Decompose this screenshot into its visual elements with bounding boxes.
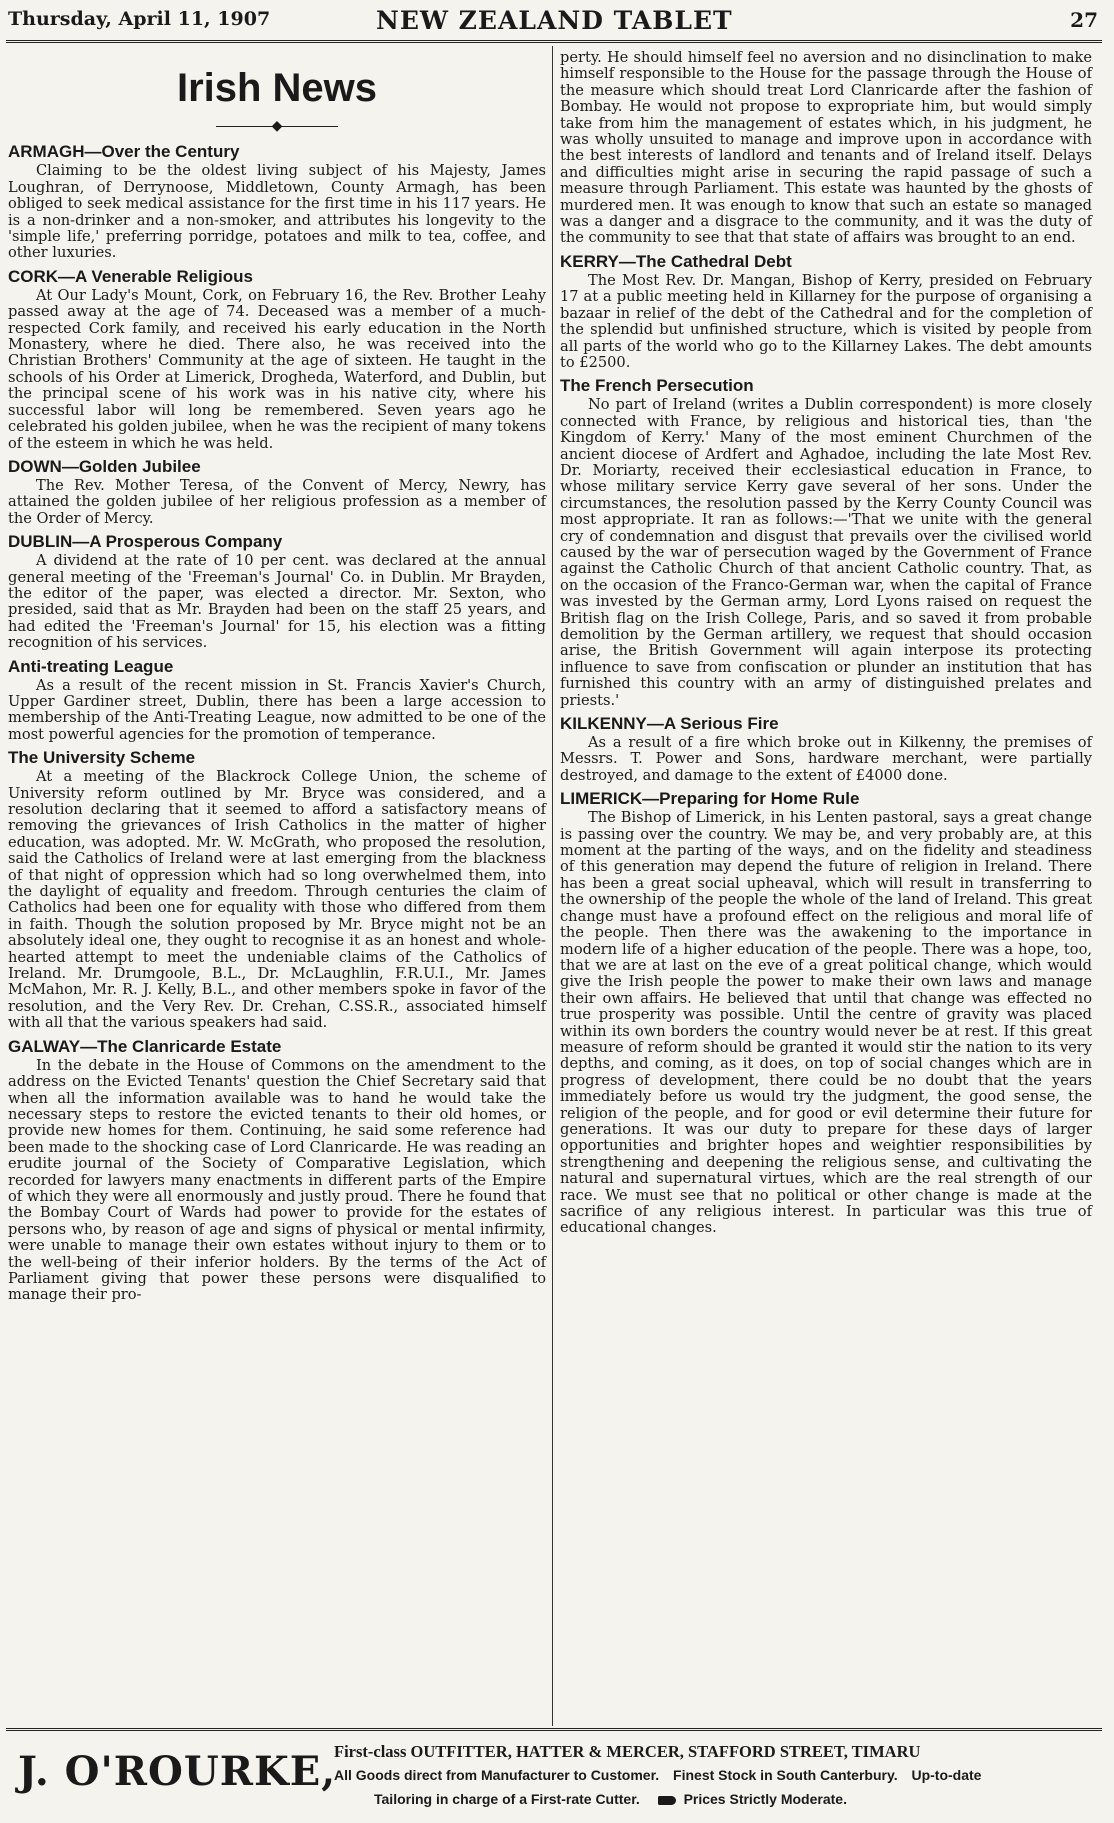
- article-paragraph: perty. He should himself feel no aversion and no disinclination to make himself responsible to the House for the passage through the House of the measure which should treat Lord Clanricarde after the fashion of Bombay. He would not propose to expropriate him, but would simply take from him the management of estates which, in his judgment, he was wholly unsuited to manage and improve upon in accordance with the best interests of landlord and tenants and of Ireland itself. Delays and difficulties might arise in securing the rapid passage of such a measure through Parliament. This estate was haunted by the ghosts of murdered men. It was enough to know that such an estate so managed was a danger and a disgrace to the community, and it was the duty of the community to see that that state of affairs was brought to an end.: [560, 49, 1092, 247]
- article: [560, 252, 1092, 371]
- advertisement: [6, 1734, 1102, 1818]
- article: [8, 457, 546, 527]
- left-articles: [8, 142, 546, 1303]
- right-articles: [560, 50, 1092, 1237]
- article-paragraph: The Rev. Mother Teresa, of the Convent of Mercy, Newry, has attained the golden jubilee of her religious profession as a member of the Order of Mercy.: [8, 476, 546, 527]
- page-header: [6, 4, 1106, 44]
- newspaper-title: NEW ZEALAND TABLET: [376, 6, 733, 35]
- article: [560, 50, 1092, 247]
- article-heading: ARMAGH—Over the Century: [8, 142, 240, 162]
- footer-rule: [6, 1728, 1102, 1731]
- article-paragraph: The Bishop of Limerick, in his Lenten pastoral, says a great change is passing over the country. We may be, and very probably are, at this moment at the parting of the ways, and on the fidelity and steadiness of this generation may depend the future of religion in Ireland. There has been a great social upheaval, which will result in transferring to the ownership of the people the whole of the land of Ireland. This great change must have a profound effect on the religious and moral life of the people. Then there was the awakening to the importance in modern life of a higher education of the people. There was a hope, too, that we are at last on the eve of a great political change, which would give the Irish people the power to make their own laws and manage their own affairs. He believed that until that change was effected no true prosperity was possible. Until the centre of gravity was placed within its own borders the country would never be at rest. If this great measure of reform should be granted it would stir the nation to its very depths, and coming, as it does, on top of social changes which are in progress of development, there could be no doubt that the years immediately before us would try the judgment, the good sense, the religion of the people, and for good or evil determine their future for generations. It was our duty to prepare for these days of larger opportunities and brighter hopes and weightier responsibilities by strengthening and deepening the religious sense, and cultivating the natural and supernatural virtues, which are the real strength of our race. We must see that no political or other change is made at the sacrifice of any religious interest. In particular was this true of educational changes.: [560, 809, 1092, 1237]
- article-heading: LIMERICK—Preparing for Home Rule: [560, 789, 860, 809]
- header-rule: [6, 40, 1102, 43]
- advertisement-line-2: [334, 1767, 991, 1783]
- article: [560, 714, 1092, 784]
- article-heading: KERRY—The Cathedral Debt: [560, 251, 792, 271]
- article: [8, 748, 546, 1032]
- ad-text: Tailoring in charge of a First-rate Cutter.: [374, 1791, 640, 1807]
- article-heading: Anti-treating League: [8, 656, 174, 676]
- ad-text: Prices Strictly Moderate.: [683, 1791, 847, 1807]
- article-heading: The French Persecution: [560, 376, 754, 396]
- article-heading: CORK—A Venerable Religious: [8, 266, 253, 286]
- article-paragraph: As a result of the recent mission in St. Francis Xavier's Church, Upper Gardiner street, Dublin, there has been a large accession to membership of the Anti-Treating League, now admitted to be one of the most powerful agencies for the promotion of temperance.: [8, 676, 546, 743]
- right-column: [560, 50, 1092, 1237]
- article: [560, 789, 1092, 1237]
- title-ornament: [8, 118, 546, 134]
- article-heading: GALWAY—The Clanricarde Estate: [8, 1036, 282, 1056]
- advertiser-name: J. O'ROURKE,: [18, 1748, 337, 1795]
- article: [8, 1037, 546, 1304]
- article: [8, 142, 546, 261]
- article-paragraph: No part of Ireland (writes a Dublin correspondent) is more closely connected with France, by religious and historical ties, than 'the Kingdom of Kerry.' Many of the most eminent Churchmen of the ancient diocese of Ardfert and Aghadoe, including the late Most Rev. Dr. Moriarty, received their ecclesiastical education in France, to whose military service Kerry gave several of her sons. Under the circumstances, the resolution passed by the Kerry County Council was most appropriate. It ran as follows:—'That we unite with the general cry of condemnation and disgust that prevails over the civilised world caused by the war of persecution waged by the Government of France against the Catholic Church of that ancient Catholic country. That, as on the occasion of the Franco-German war, when the capital of France was invested by the German army, Lord Lyons raised on request the British flag on the Irish College, Paris, and so saved it from probable demolition by the German artillery, we request that should occasion arise, the British Government will again interpose its protecting influence to save from confiscation or plunder an institution that has furnished this country with an army of distinguished prelates and priests.': [560, 396, 1092, 709]
- advertisement-headline: First-class OUTFITTER, HATTER & MERCER, STAFFORD STREET, TIMARU: [334, 1742, 921, 1761]
- article-paragraph: At Our Lady's Mount, Cork, on February 16, the Rev. Brother Leahy passed away at the age of 74. Deceased was a member of a much-respected Cork family, and received his early education in the North Monastery, where he died. There also, he was received into the Christian Brothers' Community at the age of sixteen. He taught in the schools of his Order at Limerick, Drogheda, Waterford, and Dublin, but the principal scene of his work was in his native city, where his successful labor will long be remembered. Seven years ago he celebrated his golden jubilee, when he was the recipient of many tokens of the esteem in which he was held.: [8, 286, 546, 452]
- ad-text: Up-to-date: [911, 1767, 982, 1783]
- column-divider: [552, 46, 553, 1726]
- page-number: 27: [1070, 8, 1098, 32]
- article: [8, 532, 546, 651]
- section-title: Irish News: [176, 66, 378, 110]
- article: [8, 657, 546, 744]
- article-paragraph: A dividend at the rate of 10 per cent. was declared at the annual general meeting of the 'Freeman's Journal' Co. in Dublin. Mr Brayden, the editor of the paper, was elected a director. Mr. Sexton, who presided, said that as Mr. Brayden had been on the staff 25 years, and had edited the 'Freeman's Journal' for 15, his election was a fitting recognition of his services.: [8, 552, 546, 652]
- article-paragraph: In the debate in the House of Commons on the amendment to the address on the Evicted Tenants' question the Chief Secretary said that when all the information available was to hand he would take the necessary steps to restore the evicted tenants to their old homes, or provide new homes for them. Continuing, he said some reference had been made to the shocking case of Lord Clanricarde. He was reading an erudite journal of the Society of Comparative Legislation, which recorded for lawyers many enactments in different parts of the Empire of which they were all enormously and justly proud. There he found that the Bombay Court of Wards had power to provide for the estates of persons who, by reason of age and signs of physical or mental infirmity, were unable to manage their own estates without injury to them or to the well-being of their inferior holders. By the terms of the Act of Parliament giving that power these persons were disqualified to manage their pro-: [8, 1056, 546, 1304]
- article-paragraph: The Most Rev. Dr. Mangan, Bishop of Kerry, presided on February 17 at a public meeting held in Killarney for the purpose of organising a bazaar in relief of the debt of the Cathedral and for the completion of the splendid but unfinished structure, which is visited by people from all parts of the world who go to the Killarney Lakes. The debt amounts to £2500.: [560, 271, 1092, 371]
- article-paragraph: At a meeting of the Blackrock College Union, the scheme of University reform outlined by Mr. Bryce was considered, and a resolution declaring that it seemed to afford a satisfactory means of removing the grievances of Irish Catholics in the matter of higher education, was adopted. Mr. W. McGrath, who proposed the resolution, said the Catholics of Ireland were at last emerging from the blackness of that night of oppression which had so long overwhelmed them, into the daylight of equality and freedom. Through centuries the claim of Catholics had been one for equality with those who differed from them in faith. Though the solution proposed by Mr. Bryce might not be an absolutely ideal one, they ought to recognise it as an honest and whole-hearted attempt to meet the undeniable claims of the Catholics of Ireland. Mr. Drumgoole, B.L., Dr. McLaughlin, F.R.U.I., Mr. James McMahon, Mr. R. J. Kelly, B.L., and other members spoke in favor of the resolution, and the Very Rev. Dr. Crehan, C.SS.R., associated himself with all that the various speakers had said.: [8, 768, 546, 1032]
- ad-text: All Goods direct from Manufacturer to Customer.: [334, 1767, 660, 1783]
- advertisement-line-3: [374, 1791, 857, 1807]
- issue-date: Thursday, April 11, 1907: [8, 8, 271, 30]
- article-heading: DOWN—Golden Jubilee: [8, 456, 201, 476]
- article-heading: The University Scheme: [8, 748, 196, 768]
- article: [560, 376, 1092, 709]
- article-paragraph: As a result of a fire which broke out in Kilkenny, the premises of Messrs. T. Power and Sons, hardware merchant, were partially destroyed, and damage to the extent of £4000 done.: [560, 734, 1092, 784]
- left-column: [8, 48, 546, 1304]
- pointing-hand-icon: [658, 1796, 676, 1805]
- article-paragraph: Claiming to be the oldest living subject of his Majesty, James Loughran, of Derrynoose, Middletown, County Armagh, has been obliged to seek medical assistance for the first time in his 117 years. He is a non-drinker and a non-smoker, and attributes his longevity to the 'simple life,' preferring porridge, potatoes and milk to tea, coffee, and other luxuries.: [8, 162, 546, 262]
- article-heading: KILKENNY—A Serious Fire: [560, 714, 779, 734]
- diamond-icon: ◆: [271, 118, 283, 134]
- article-heading: DUBLIN—A Prosperous Company: [8, 532, 283, 552]
- article: [8, 267, 546, 452]
- ad-text: Finest Stock in South Canterbury.: [673, 1767, 898, 1783]
